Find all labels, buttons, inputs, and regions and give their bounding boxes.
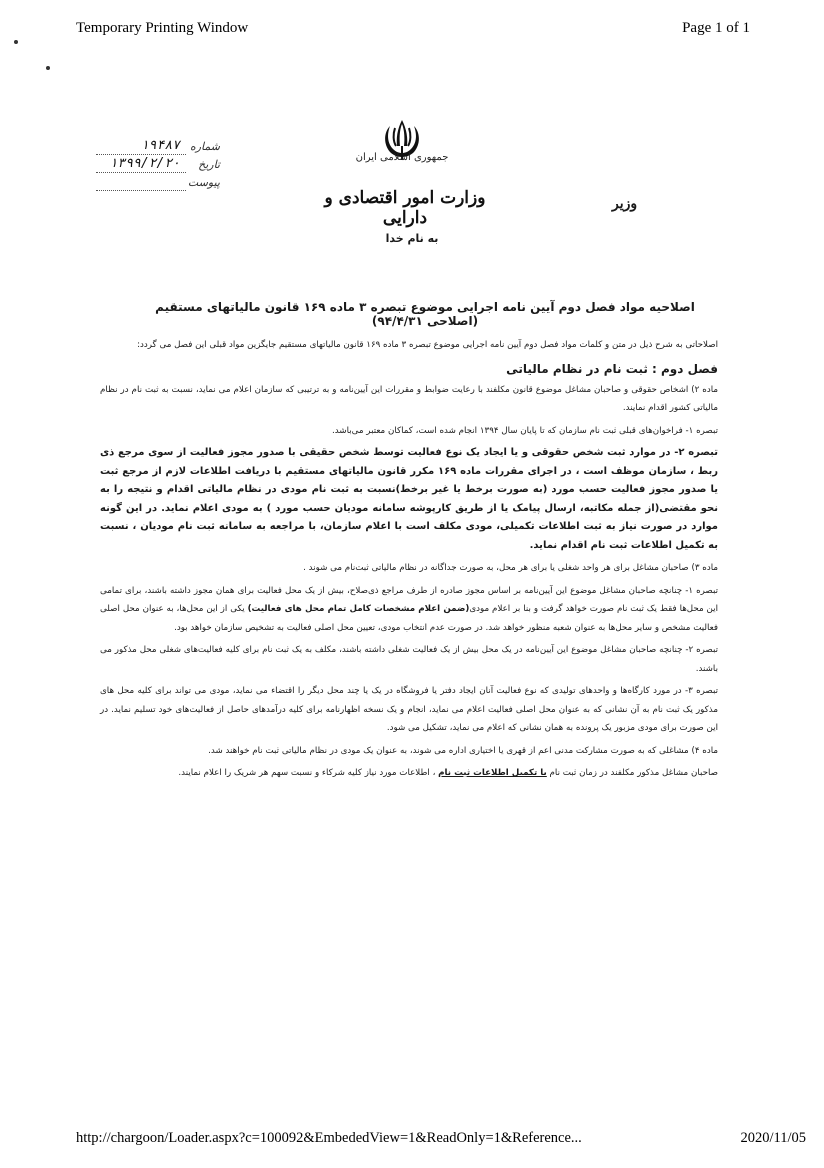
meta-date <box>96 158 220 176</box>
print-date: 2020/11/05 <box>740 1130 806 1146</box>
basmala: به نام خدا <box>385 232 439 245</box>
number-label: شماره <box>189 140 220 153</box>
note-1-text-a: تبصره ۱- چنانچه صاحبان مشاغل موضوع این آیین‌نامه بر اساس مجوز صادره از طرف مراجع ذی‌صلاح، بیش از یک محل فعالیت برای همان مجوز داشته باشند، برای تمامی این محل‌ها فقط یک ثبت نام صورت خواهد گرفت و بنا بر اعلام مودی <box>100 585 718 614</box>
note-1-text-c: یکی از این محل‌ها، به عنوان محل اصلی فعالیت مشخص و سایر محل‌ها به عنوان شعبه منظور خواهد شد. در صورت عدم انتخاب مودی، تعیین محل اصلی فعالیت به تشخیص سازمان خواهد بود. <box>100 604 718 633</box>
chapter-heading: فصل دوم : ثبت نام در نظام مالیاتی <box>506 361 718 376</box>
attachment-line <box>96 190 186 191</box>
art4-text-a: صاحبان مشاغل مذکور مکلفند در زمان ثبت نام <box>546 768 718 778</box>
print-footer <box>76 1130 806 1147</box>
letter-meta <box>96 140 220 194</box>
republic-caption: جمهوری اسلامی ایران <box>355 152 449 163</box>
number-value: ۱۹۴۸۷ <box>140 138 180 153</box>
date-value: ۱۳۹۹/۲/۲۰ <box>109 156 180 171</box>
intro-paragraph: اصلاحاتی به شرح ذیل در متن و کلمات مواد فصل دوم آیین نامه اجرایی موضوع تبصره ۳ ماده ۱۶۹ قانون مالیاتهای مستقیم جایگزین مواد قبلی این فصل می گردد: <box>137 340 718 350</box>
article-2: ماده ۲) اشخاص حقوقی و صاحبان مشاغل موضوع قانون مکلفند با رعایت ضوابط و مقررات این آیین‌نامه و به ترتیبی که سازمان اعلام می نماید، نسبت به ثبت نام در نظام مالیاتی کشور اقدام نمایند. <box>100 384 718 413</box>
note-1-text-bold: (ضمن اعلام مشخصات کامل تمام محل های فعالیت) <box>247 604 470 614</box>
article-3: ماده ۳) صاحبان مشاغل برای هر واحد شغلی یا برای هر محل، به صورت جداگانه در نظام مالیاتی ثبت‌نام می شوند . <box>303 563 718 573</box>
attachment-label: پیوست <box>187 176 220 189</box>
page-indicator: Page 1 of 1 <box>682 20 750 36</box>
print-header <box>76 20 750 37</box>
scan-speck <box>14 40 18 44</box>
ministry-name: وزارت امور اقتصادی و دارایی <box>324 188 486 228</box>
date-line <box>96 172 186 173</box>
art4-underlined: یا تکمیل اطلاعات ثبت نام <box>438 768 547 778</box>
article-3-note-2: تبصره ۲- چنانچه صاحبان مشاغل موضوع این آیین‌نامه در یک محل بیش از یک فعالیت شغلی داشته باشند، مکلف به یک ثبت نام برای کلیه فعالیت‌های شغلی محل مذکور می باشند. <box>100 645 718 674</box>
date-label: تاریخ <box>198 158 220 171</box>
art4-text-c: ، اطلاعات مورد نیاز کلیه شرکاء و نسبت سهم هر شریک را اعلام نمایند. <box>178 768 439 778</box>
article-4: ماده ۴) مشاغلی که به صورت مشارکت مدنی اعم از قهری یا اختیاری اداره می شوند، به عنوان یک مودی در نظام مالیاتی ثبت نام خواهند شد. <box>208 745 718 756</box>
document-body <box>100 336 718 787</box>
article-4-continued <box>100 764 718 783</box>
article-3-note-3: تبصره ۳- در مورد کارگاه‌ها و واحدهای تولیدی که نوع فعالیت آنان ایجاد دفتر یا فروشگاه در یک یا چند محل دیگر را اقتضاء می نماید، مودی می تواند برای کلیه محل های مذکور یک ثبت نام به آن نشانی که به عنوان محل اصلی فعالیت اعلام می نماید، انجام و یک نسخه اظهارنامه برای کلیه درآمدهای حاصل از فعالیت‌های خود تسلیم نماید. در این صورت برای مودی مزبور یک پرونده به همان نشانی که اعلام می نماید، تشکیل می شود. <box>100 686 718 733</box>
minister-label: وزیر <box>612 196 638 212</box>
meta-attachment <box>96 176 220 194</box>
document-title: اصلاحیه مواد فصل دوم آیین نامه اجرایی موضوع تبصره ۳ ماده ۱۶۹ قانون مالیاتهای مستقیم (اصلاحی ۹۴/۴/۳۱) <box>155 300 695 328</box>
print-window-title: Temporary Printing Window <box>76 20 249 36</box>
article-2-note-2: تبصره ۲- در موارد ثبت شخص حقوقی و یا ایجاد یک نوع فعالیت توسط شخص حقیقی با صدور مجوز فعالیت از سوی مرجع ذی ربط ، سازمان موظف است ، در اجرای مقررات ماده ۱۶۹ مکرر قانون مالیاتهای مستقیم با دریافت اطلاعات لازم از مرجع ثبت یا صدور مجوز فعالیت حسب مورد (به صورت برخط یا غیر برخط)نسبت به ثبت نام مودی در نظام مالیاتی اقدام و نتیجه را به نحو مقتضی(از جمله مکاتبه، ارسال پیامک یا از طریق کارپوشه سامانه مودیان حسب مورد ) به مودی اعلام نماید. در این گونه موارد در صورت نیاز به ثبت اطلاعات تکمیلی، مودی مکلف است با اعلام سازمان، با مراجعه به سامانه ثبت نام مودیان ، نسبت به تکمیل اطلاعات ثبت نام اقدام نماید. <box>100 447 719 551</box>
number-line <box>96 154 186 155</box>
article-2-note-1: تبصره ۱- فراخوان‌های قبلی ثبت نام سازمان که تا پایان سال ۱۳۹۴ انجام شده است، کماکان معتبر می‌باشد. <box>331 425 718 436</box>
source-url: http://chargoon/Loader.aspx?c=100092&EmbededView=1&ReadOnly=1&Reference... <box>76 1130 582 1146</box>
scan-speck <box>46 66 50 70</box>
article-3-note-1 <box>100 582 718 638</box>
